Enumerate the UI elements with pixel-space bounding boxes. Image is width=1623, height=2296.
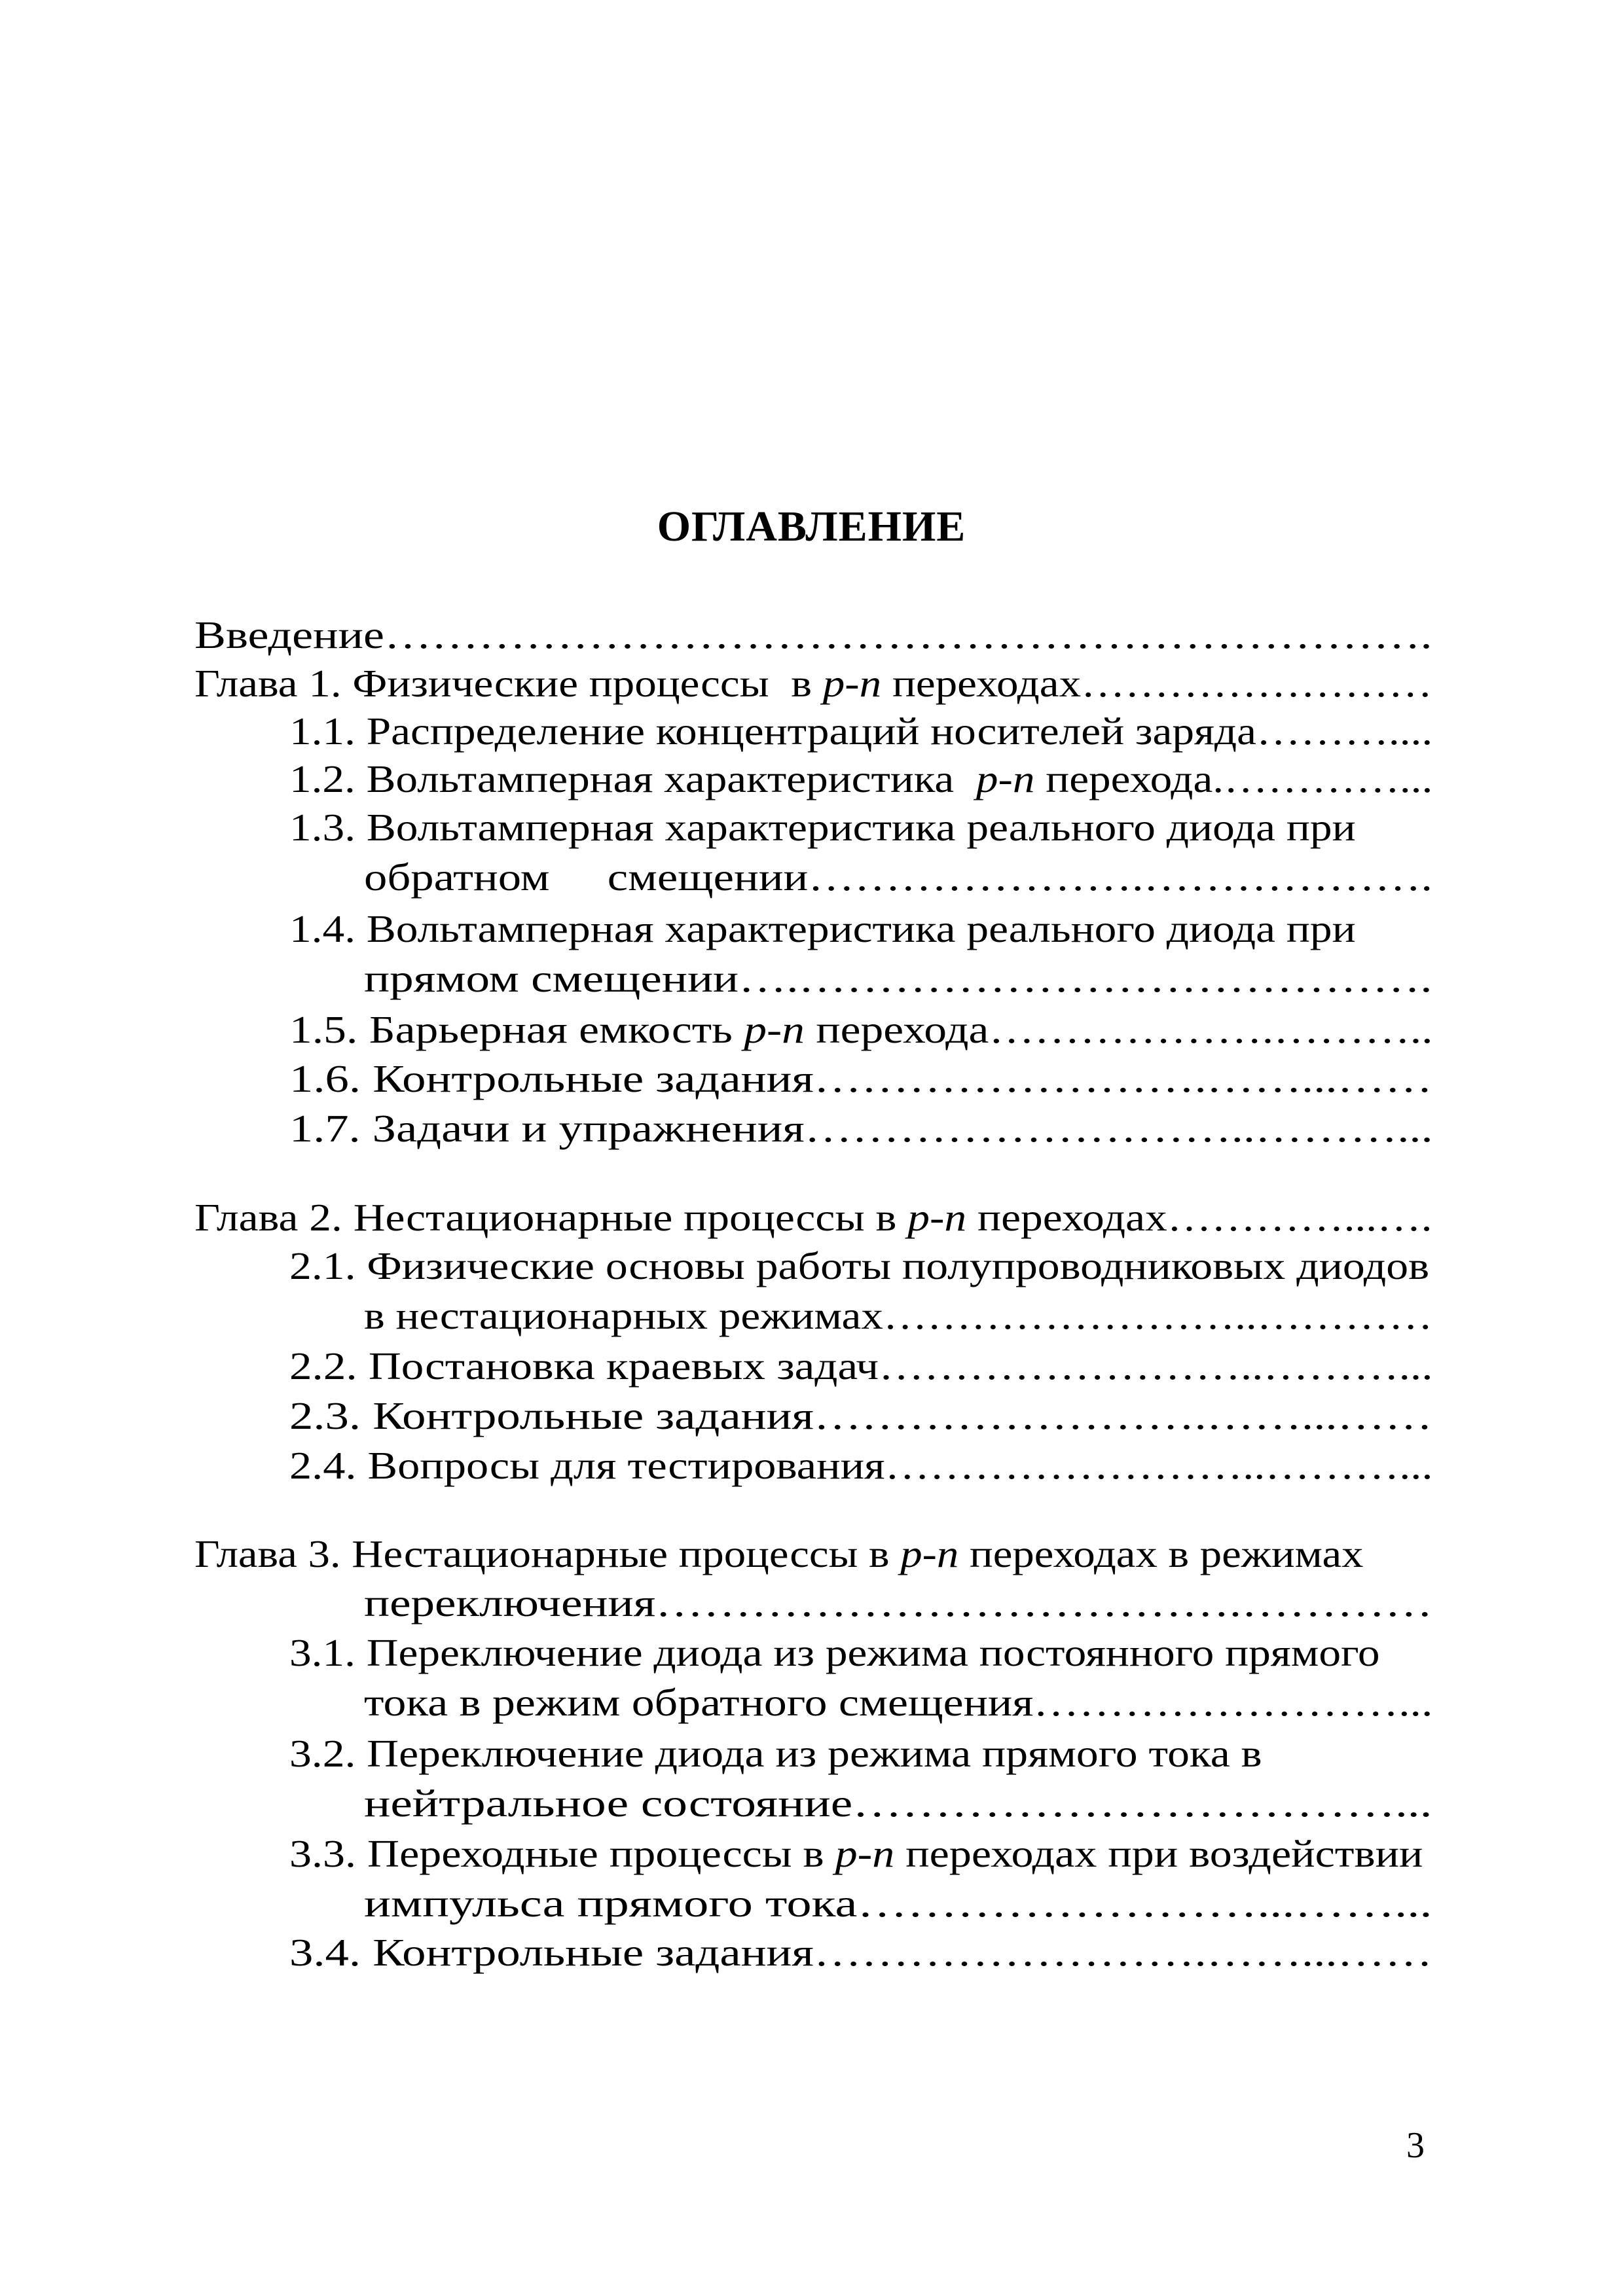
italic-term: p-n [744,1008,805,1051]
entry-text: импульса прямого тока [364,1882,858,1925]
toc-entry-chapter-3-cont [364,1580,1432,1626]
toc-entry-1-2 [289,756,1432,802]
entry-text: 2.4. Вопросы для тестирования [289,1444,885,1487]
entry-text: Глава 2. Нестационарные процессы в [194,1196,908,1239]
dot-leader: ………………………..………... [804,1107,1433,1150]
entry-text: прямом смещении [364,957,739,1000]
dot-leader: ……………………………... [852,1782,1432,1825]
toc-entry-1-4 [289,906,1356,952]
toc-entry-1-7 [289,1105,1433,1151]
dot-leader: ……….... [1256,709,1433,753]
italic-term: p-n [835,1832,895,1875]
toc-entry-3-3 [289,1831,1423,1876]
dot-leader: .…………... [1213,757,1433,800]
entry-text: 1.6. Контрольные задания [289,1057,814,1100]
toc-entry-3-1 [289,1630,1380,1676]
toc-entry-1-3 [289,804,1356,850]
toc-entry-3-3-cont [364,1880,1432,1926]
dot-leader: …………………….……...…… [813,1394,1432,1437]
entry-text: перехода [1034,757,1213,800]
toc-entry-2-2 [289,1343,1432,1389]
dot-leader: ……………………... [1033,1681,1433,1724]
toc-entry-1-6 [289,1056,1432,1102]
italic-term: p-n [900,1532,959,1575]
entry-text: 3.4. Контрольные задания [289,1931,814,1974]
entry-text: 2.2. Постановка краевых задач [289,1344,879,1388]
toc-entry-1-5 [289,1007,1433,1052]
entry-text: переходах [881,662,1082,705]
toc-entry-3-4 [289,1929,1432,1975]
dot-leader: ……………………………….………… [655,1581,1433,1624]
entry-text: 1.1. Распределение концентраций носителей заряда [289,709,1257,753]
dot-leader: …………………….……...…… [813,1057,1432,1100]
toc-entry-1-4-cont [364,956,1432,1001]
entry-text: Глава 1. Физические процессы в [194,662,823,705]
entry-text: переходах в режимах [958,1532,1364,1575]
entry-text: 1.4. Вольтамперная характеристика реального диода при [289,907,1356,950]
entry-text: нейтральное состояние [364,1782,853,1825]
entry-text: 3.2. Переключение диода из режима прямого тока в [289,1732,1262,1775]
entry-text: 1.3. Вольтамперная характеристика реального диода при [289,806,1356,849]
dot-leader: ….…………………………………. [739,957,1432,1000]
toc-entry-chapter-1 [194,660,1432,706]
toc-entry-2-4 [289,1443,1432,1488]
toc-entry-3-2-cont [364,1780,1432,1826]
entry-text: Введение [194,613,384,656]
dot-leader: …………………………………………………………. [384,613,1432,656]
italic-term: p-n [976,757,1035,800]
page-title: ОГЛАВЛЕНИЕ [657,503,966,550]
entry-text: 2.1. Физические основы работы полупроводниковых диодов [289,1244,1430,1287]
toc-entry-chapter-2 [194,1194,1432,1240]
dot-leader: ………………….………………. [808,855,1433,899]
entry-text: 1.2. Вольтамперная характеристика [289,757,976,800]
entry-text: тока в режим обратного смещения [364,1681,1034,1724]
toc-entry-2-1 [289,1243,1429,1289]
entry-text: обратном смещении [364,855,809,899]
dot-leader: ……………………..………... [884,1444,1433,1487]
dot-leader: ……………………..………… [883,1294,1433,1337]
dot-leader: ……………………...……... [857,1882,1432,1925]
entry-text: 1.5. Барьерная емкость [289,1008,744,1051]
italic-term: p-n [907,1196,967,1239]
toc-entry-3-1-cont [364,1679,1432,1725]
toc-entry-2-1-cont [364,1293,1432,1338]
dot-leader: …………………… [1081,662,1432,705]
dot-leader: …………...…. [1167,1196,1432,1239]
dot-leader: ……………….……….. [989,1008,1433,1051]
toc-entry-3-2 [289,1731,1262,1776]
entry-text: 1.7. Задачи и упражнения [289,1107,805,1150]
toc-entry-1-3-cont [364,854,1432,900]
entry-text: 2.3. Контрольные задания [289,1394,814,1437]
entry-text: переключения [364,1581,656,1624]
entry-text: 3.1. Переключение диода из режима постоянного прямого [289,1631,1380,1674]
toc-entry-1-1 [289,708,1432,754]
entry-text: Глава 3. Нестационарные процессы в [194,1532,901,1575]
entry-text: перехода [804,1008,989,1051]
dot-leader: ……………………..………... [879,1344,1433,1388]
page-number: 3 [1406,2125,1425,2166]
toc-entry-chapter-3 [194,1531,1363,1577]
entry-text: 3.3. Переходные процессы в [289,1832,835,1875]
entry-text: переходах при воздействии [894,1832,1423,1875]
italic-term: p-n [822,662,882,705]
entry-text: в нестационарных режимах [364,1294,883,1337]
toc-entry-introduction [194,612,1432,658]
dot-leader: …………………….……...…… [813,1931,1432,1974]
entry-text: переходах [966,1196,1167,1239]
toc-entry-2-3 [289,1393,1432,1439]
